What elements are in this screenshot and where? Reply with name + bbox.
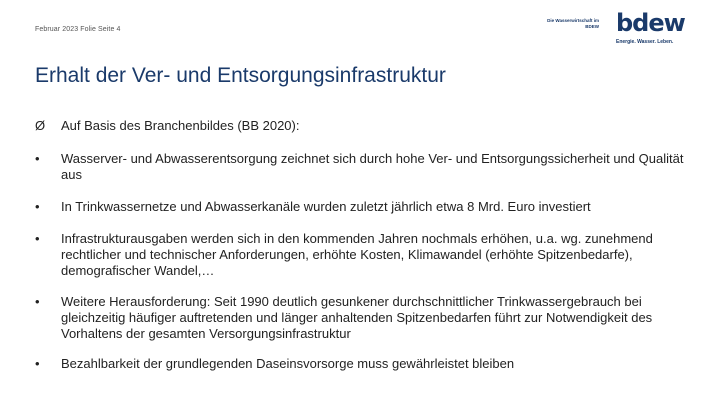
logo-tagline: Die Wasserwirtschaft im BDEW — [547, 18, 599, 29]
list-item — [35, 231, 700, 279]
list-item — [35, 199, 700, 215]
logo-slogan: Energie. Wasser. Leben. — [616, 39, 674, 45]
bullet-icon: • — [35, 356, 40, 371]
content-list — [35, 118, 700, 372]
list-item-text: Weitere Herausforderung: Seit 1990 deutlich gesunkener durchschnittlicher Trinkwassergebrauch bei gleichzeitig häufiger auftretenden und länger anhaltenden Spitzenbedarfen führt zur Notwendigkeit des Vorhaltens der gesamten Versorgungsinfrastruktur — [61, 294, 653, 341]
logo-wordmark: bdew — [616, 9, 685, 37]
bdew-logo — [616, 11, 700, 45]
list-item — [35, 294, 700, 342]
list-item — [35, 356, 700, 372]
list-item-text: In Trinkwassernetze und Abwasserkanäle wurden zuletzt jährlich etwa 8 Mrd. Euro investiert — [61, 199, 591, 214]
page-title: Erhalt der Ver- und Entsorgungsinfrastruktur — [35, 64, 446, 87]
list-item-text: Infrastrukturausgaben werden sich in den kommenden Jahren nochmals erhöhen, u.a. wg. zunehmend rechtlicher und technischer Anforderungen, erhöhte Kosten, Klimawandel (erhöhte Spitzenbedarfe), demografischer Wandel,… — [61, 231, 653, 278]
bullet-icon: • — [35, 199, 40, 214]
lead-item — [35, 118, 700, 134]
list-item-text: Wasserver- und Abwasserentsorgung zeichnet sich durch hohe Ver- und Entsorgungssicherheit und Qualität aus — [61, 151, 684, 182]
arrow-bullet-icon: Ø — [35, 118, 46, 133]
slide-meta: Februar 2023 Folie Seite 4 — [35, 26, 121, 33]
bullet-icon: • — [35, 151, 40, 166]
lead-text: Auf Basis des Branchenbildes (BB 2020): — [61, 118, 300, 133]
list-item-text: Bezahlbarkeit der grundlegenden Daseinsvorsorge muss gewährleistet bleiben — [61, 356, 515, 371]
bullet-icon: • — [35, 294, 40, 309]
list-item — [35, 151, 700, 183]
bullet-icon: • — [35, 231, 40, 246]
